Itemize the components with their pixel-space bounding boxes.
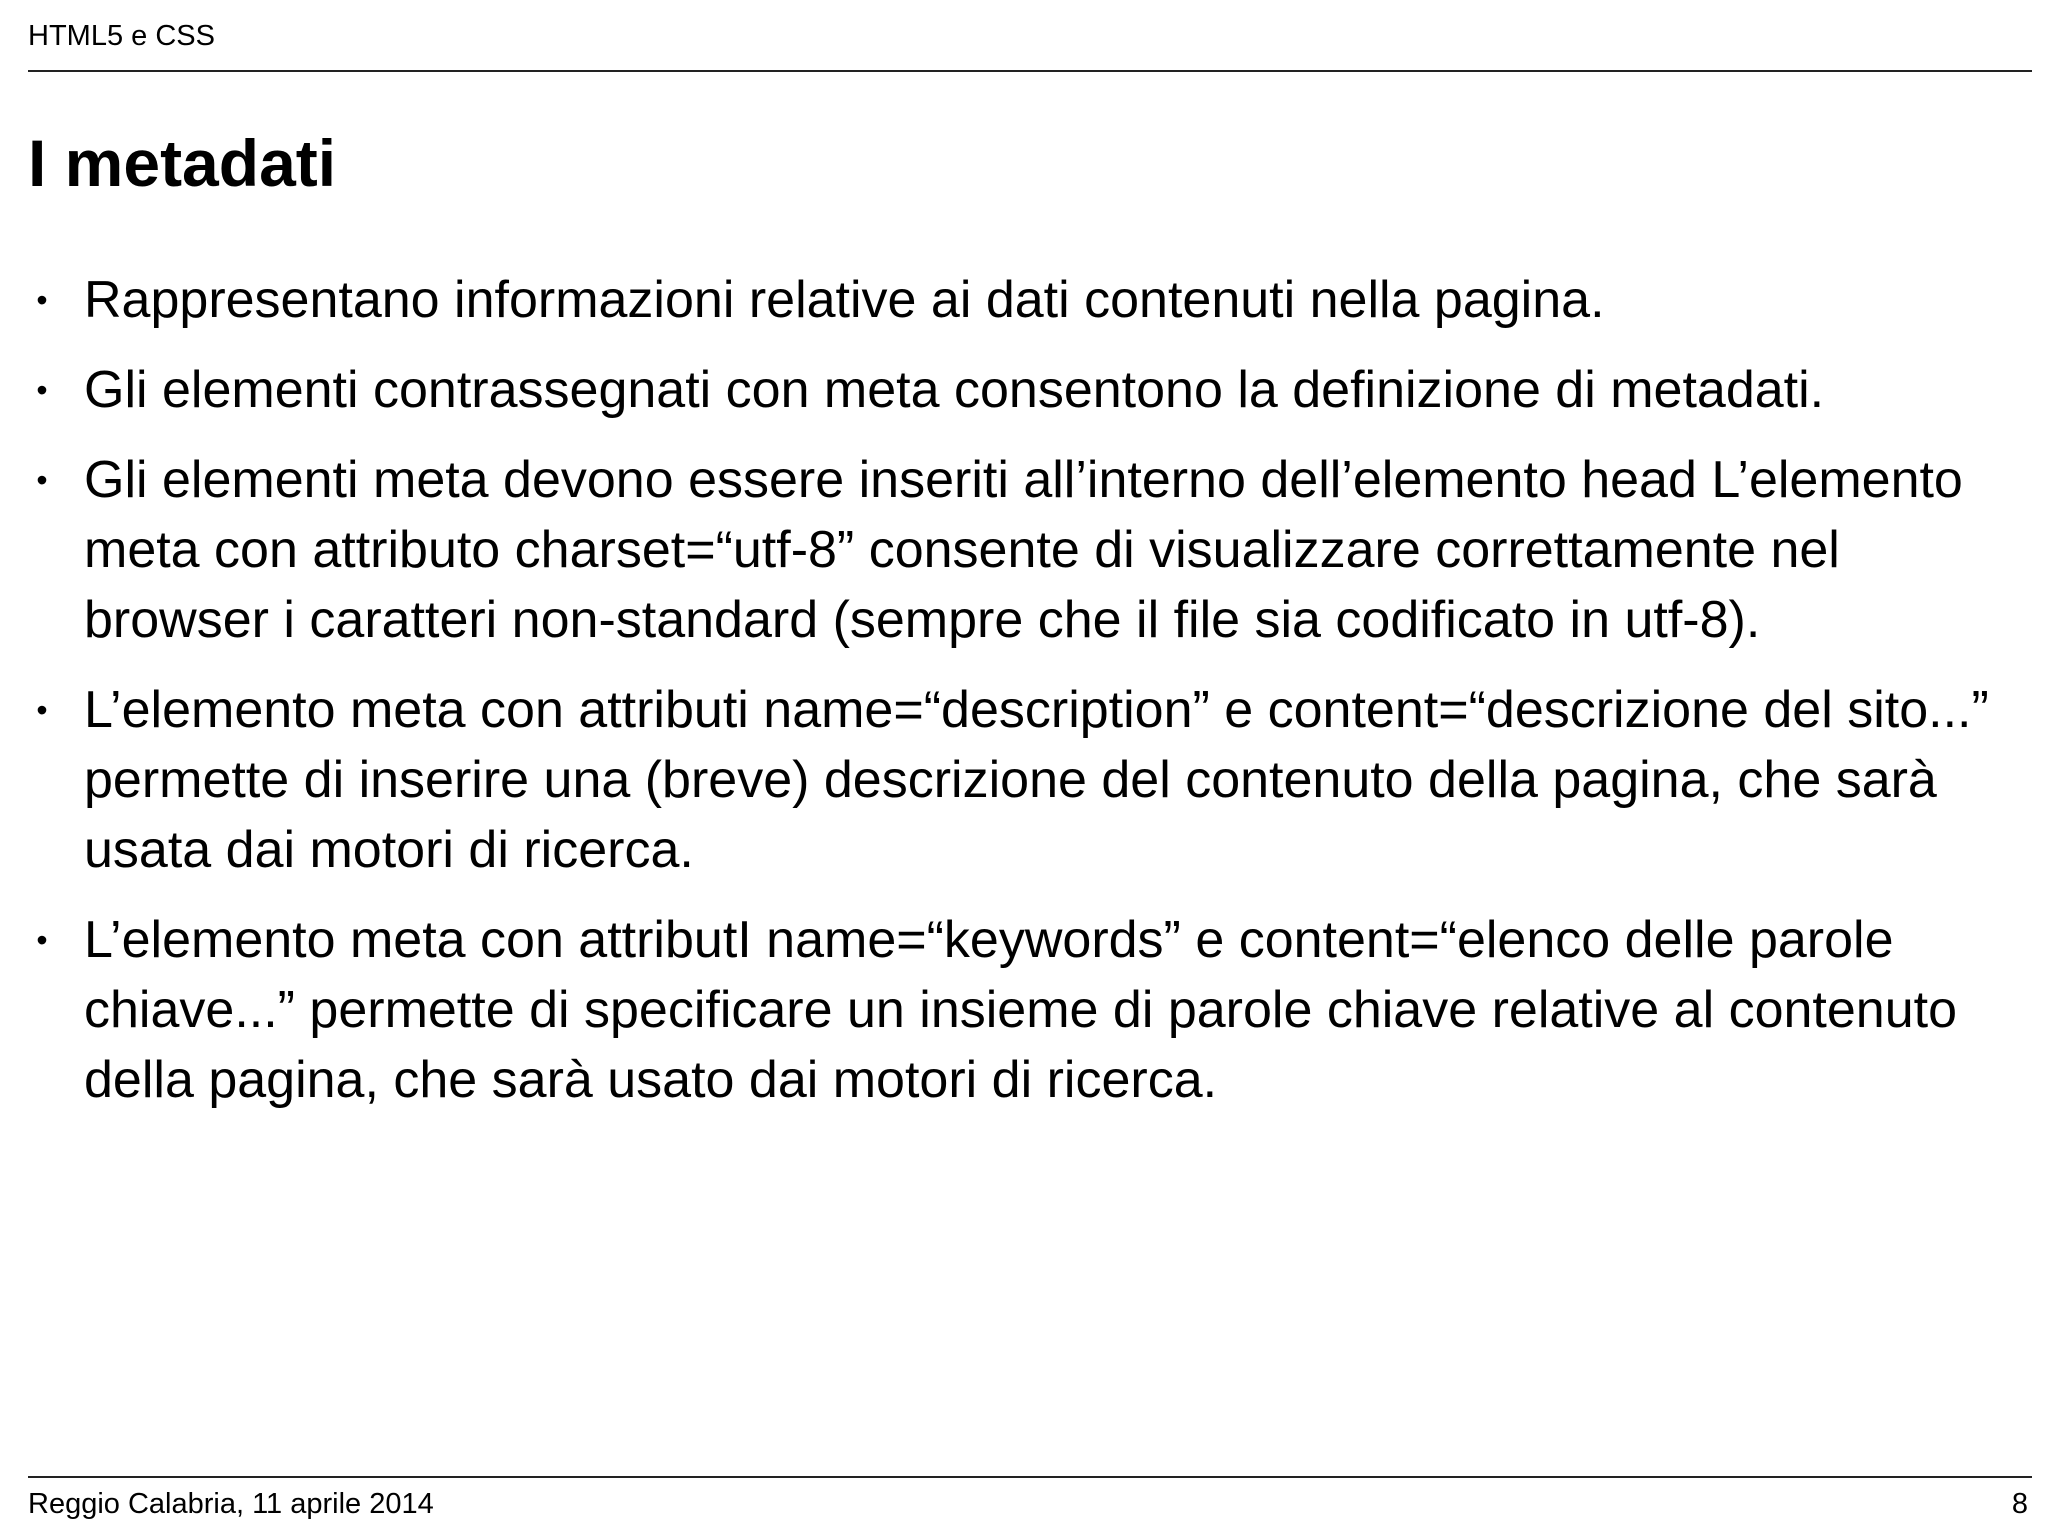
course-header: HTML5 e CSS: [28, 20, 215, 52]
bullet-dot-icon: •: [36, 922, 48, 958]
bullet-text: Gli elementi contrassegnati con meta consentono la definizione di metadati.: [84, 361, 1825, 419]
header-divider: [28, 70, 2032, 72]
bullet-item: [28, 265, 2018, 335]
bullet-item: [28, 905, 2018, 1115]
page-number: 8: [2011, 1488, 2028, 1520]
bullet-dot-icon: •: [36, 372, 48, 408]
bullet-item: [28, 445, 2018, 655]
bullet-text: L’elemento meta con attributI name=“keywords” e content=“elenco delle parole chiave...” permette di specificare un insieme di parole chiave relative al contenuto della pagina, che sarà usato dai motori di ricerca.: [84, 911, 1957, 1109]
bullet-item: [28, 355, 2018, 425]
bullet-item: [28, 675, 2018, 885]
footer-divider: [28, 1476, 2032, 1478]
bullet-text: Gli elementi meta devono essere inseriti all’interno dell’elemento head L’elemento meta con attributo charset=“utf-8” consente di visualizzare correttamente nel browser i caratteri non-standard (sempre che il file sia codificato in utf-8).: [84, 451, 1963, 649]
slide-title: I metadati: [28, 126, 337, 200]
bullet-dot-icon: •: [36, 462, 48, 498]
bullet-text: L’elemento meta con attributi name=“description” e content=“descrizione del sito...” permette di inserire una (breve) descrizione del contenuto della pagina, che sarà usata dai motori di ricerca.: [84, 681, 1989, 879]
bullet-dot-icon: •: [36, 282, 48, 318]
bullet-text: Rappresentano informazioni relative ai dati contenuti nella pagina.: [84, 271, 1605, 329]
bullet-dot-icon: •: [36, 692, 48, 728]
footer-location-date: Reggio Calabria, 11 aprile 2014: [28, 1488, 434, 1520]
bullet-list: [28, 265, 2018, 1135]
